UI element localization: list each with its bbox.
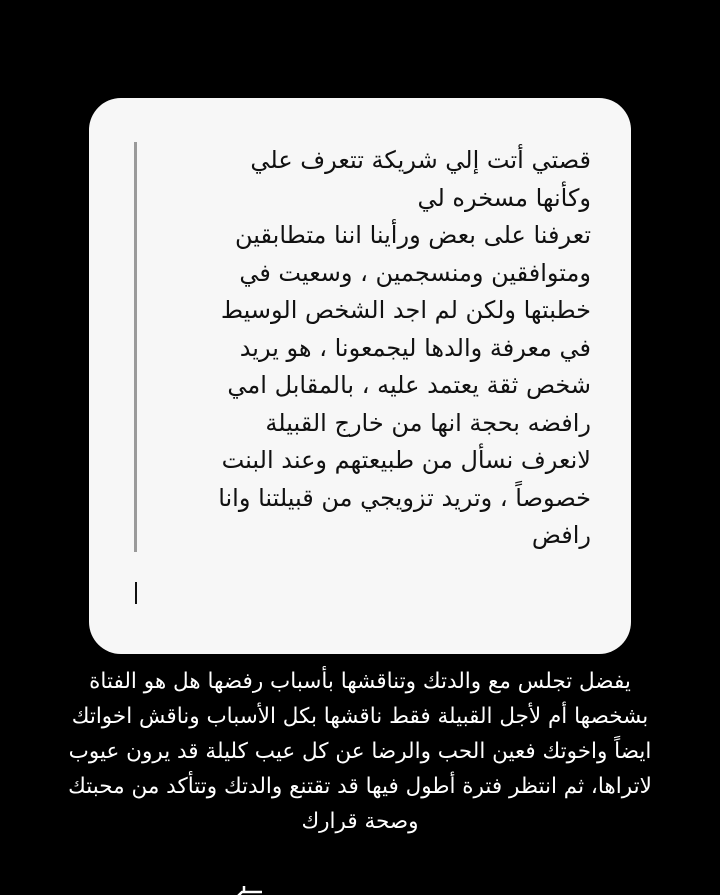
reply-text: يفضل تجلس مع والدتك وتناقشها بأسباب رفضها هل هو الفتاة بشخصها أم لأجل القبيلة فقط ناقشها بكل الأسباب وناقش اخواتك ايضاً واخوتك فعين الحب والرضا عن كل عيب كليلة قد يرون عيوب لاتراها، ثم انتظر فترة أطول فيها قد تقتنع والدتك وتتأكد من محبتك وصحة قرارك — [68, 669, 652, 834]
bottom-toolbar — [0, 880, 720, 895]
send-icon[interactable] — [300, 888, 380, 895]
text-cursor — [135, 582, 137, 604]
question-text: قصتي أتت إلي شريكة تتعرف علي وكأنها مسخره لي تعرفنا على بعض ورأينا اننا متطابقين ومتوافقين ومنسجمين ، وسعيت في خطبتها ولكن لم اجد الشخص الوسيط في معرفة والدها ليجمعونا ، هو يريد شخص ثقة يعتمد عليه ، بالمقابل امي رافضه بحجة انها من خارج القبيلة لانعرف نسأل من طبيعتهم وعند البنت خصوصاً ، وتريد تزويجي من قبيلتنا وانا رافض — [218, 146, 591, 549]
quote-bar — [134, 142, 137, 552]
question-card — [89, 98, 631, 654]
share-icon[interactable] — [230, 886, 264, 895]
